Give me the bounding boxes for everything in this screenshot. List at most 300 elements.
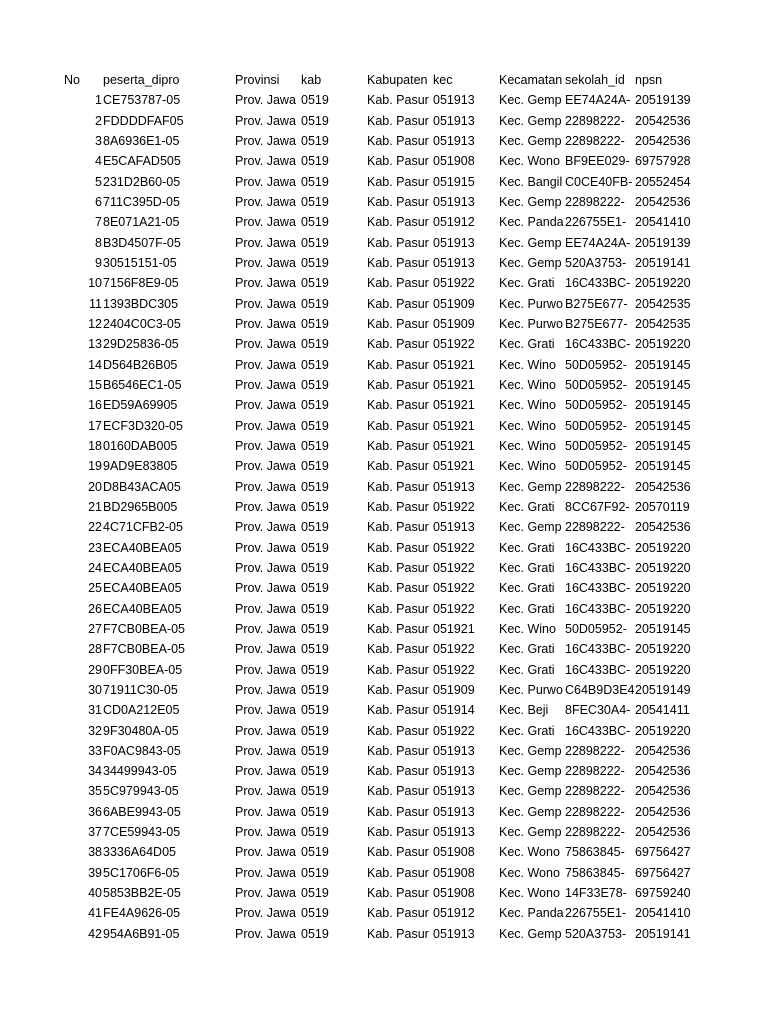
kabupaten-cell: Kab. Pasur bbox=[367, 825, 429, 840]
table-row bbox=[0, 294, 768, 314]
row-no: 9 bbox=[95, 255, 102, 270]
kabupaten-cell: Kab. Pasur bbox=[367, 804, 429, 819]
kabupaten-cell: Kab. Pasur bbox=[367, 764, 429, 779]
provinsi-cell: Prov. Jawa bbox=[235, 316, 296, 331]
kecamatan-cell: Kec. Wino bbox=[499, 459, 556, 474]
npsn-cell: 20541410 bbox=[635, 215, 691, 230]
row-no: 10 bbox=[88, 276, 102, 291]
kabupaten-cell: Kab. Pasur bbox=[367, 499, 429, 514]
kec-cell: 051913 bbox=[433, 804, 475, 819]
row-no: 8 bbox=[95, 235, 102, 250]
kab-cell: 0519 bbox=[301, 804, 329, 819]
sekolah-id-cell: 16C433BC- bbox=[565, 581, 631, 596]
table-row bbox=[0, 212, 768, 232]
table-row bbox=[0, 172, 768, 192]
row-no: 20 bbox=[88, 479, 102, 494]
kecamatan-cell: Kec. Wino bbox=[499, 377, 556, 392]
kec-cell: 051913 bbox=[433, 113, 475, 128]
kec-cell: 051913 bbox=[433, 825, 475, 840]
kab-cell: 0519 bbox=[301, 113, 329, 128]
kec-cell: 051914 bbox=[433, 703, 475, 718]
row-no: 17 bbox=[88, 418, 102, 433]
kabupaten-cell: Kab. Pasur bbox=[367, 540, 429, 555]
peserta-dipro-cell: F0AC9843-05 bbox=[103, 743, 181, 758]
sekolah-id-cell: 8FEC30A4- bbox=[565, 703, 631, 718]
kab-cell: 0519 bbox=[301, 723, 329, 738]
row-no: 39 bbox=[88, 865, 102, 880]
sekolah-id-cell: EE74A24A- bbox=[565, 235, 631, 250]
peserta-dipro-cell: 29D25836-05 bbox=[103, 337, 179, 352]
row-no: 22 bbox=[88, 520, 102, 535]
kab-cell: 0519 bbox=[301, 479, 329, 494]
kec-cell: 051922 bbox=[433, 499, 475, 514]
kabupaten-cell: Kab. Pasur bbox=[367, 357, 429, 372]
kec-cell: 051915 bbox=[433, 174, 475, 189]
table-row bbox=[0, 477, 768, 497]
sekolah-id-cell: 22898222- bbox=[565, 479, 625, 494]
kab-cell: 0519 bbox=[301, 499, 329, 514]
peserta-dipro-cell: B3D4507F-05 bbox=[103, 235, 181, 250]
row-no: 12 bbox=[88, 316, 102, 331]
table-row bbox=[0, 619, 768, 639]
provinsi-cell: Prov. Jawa bbox=[235, 906, 296, 921]
kabupaten-cell: Kab. Pasur bbox=[367, 682, 429, 697]
row-no: 33 bbox=[88, 743, 102, 758]
row-no: 37 bbox=[88, 825, 102, 840]
kecamatan-cell: Kec. Wono bbox=[499, 154, 560, 169]
peserta-dipro-cell: 0160DAB005 bbox=[103, 438, 178, 453]
table-row bbox=[0, 639, 768, 659]
kabupaten-cell: Kab. Pasur bbox=[367, 886, 429, 901]
kec-cell: 051921 bbox=[433, 621, 475, 636]
provinsi-cell: Prov. Jawa bbox=[235, 357, 296, 372]
table-row bbox=[0, 375, 768, 395]
sekolah-id-cell: 22898222- bbox=[565, 825, 625, 840]
npsn-cell: 20519220 bbox=[635, 601, 691, 616]
peserta-dipro-cell: 954A6B91-05 bbox=[103, 926, 180, 941]
npsn-cell: 20541411 bbox=[635, 703, 690, 718]
kec-cell: 051922 bbox=[433, 723, 475, 738]
peserta-dipro-cell: B6546EC1-05 bbox=[103, 377, 182, 392]
provinsi-cell: Prov. Jawa bbox=[235, 154, 296, 169]
provinsi-cell: Prov. Jawa bbox=[235, 743, 296, 758]
kecamatan-cell: Kec. Grati bbox=[499, 540, 555, 555]
kec-cell: 051921 bbox=[433, 377, 475, 392]
data-table bbox=[0, 70, 768, 944]
kec-cell: 051912 bbox=[433, 215, 475, 230]
kab-cell: 0519 bbox=[301, 296, 329, 311]
table-row bbox=[0, 538, 768, 558]
row-no: 38 bbox=[88, 845, 102, 860]
kec-cell: 051913 bbox=[433, 520, 475, 535]
kabupaten-cell: Kab. Pasur bbox=[367, 703, 429, 718]
kecamatan-cell: Kec. Grati bbox=[499, 723, 555, 738]
sekolah-id-cell: 22898222- bbox=[565, 784, 625, 799]
kec-cell: 051908 bbox=[433, 886, 475, 901]
sekolah-id-cell: 16C433BC- bbox=[565, 276, 631, 291]
table-row bbox=[0, 721, 768, 741]
peserta-dipro-cell: 711C395D-05 bbox=[103, 194, 180, 209]
npsn-cell: 20542536 bbox=[635, 113, 691, 128]
kabupaten-cell: Kab. Pasur bbox=[367, 154, 429, 169]
row-no: 21 bbox=[88, 499, 102, 514]
npsn-cell: 69756427 bbox=[635, 865, 691, 880]
kabupaten-cell: Kab. Pasur bbox=[367, 296, 429, 311]
sekolah-id-cell: 75863845- bbox=[565, 865, 625, 880]
kec-cell: 051922 bbox=[433, 560, 475, 575]
kecamatan-cell: Kec. Grati bbox=[499, 601, 555, 616]
kecamatan-cell: Kec. Gemp bbox=[499, 235, 562, 250]
npsn-cell: 20519220 bbox=[635, 642, 691, 657]
provinsi-cell: Prov. Jawa bbox=[235, 113, 296, 128]
kecamatan-cell: Kec. Panda bbox=[499, 215, 564, 230]
kecamatan-cell: Kec. Wino bbox=[499, 438, 556, 453]
npsn-cell: 20519145 bbox=[635, 418, 691, 433]
sekolah-id-cell: 22898222- bbox=[565, 764, 625, 779]
sekolah-id-cell: 22898222- bbox=[565, 743, 625, 758]
row-no: 25 bbox=[88, 581, 102, 596]
kecamatan-cell: Kec. Grati bbox=[499, 662, 555, 677]
kab-cell: 0519 bbox=[301, 235, 329, 250]
provinsi-cell: Prov. Jawa bbox=[235, 438, 296, 453]
provinsi-cell: Prov. Jawa bbox=[235, 337, 296, 352]
peserta-dipro-cell: ECA40BEA05 bbox=[103, 540, 182, 555]
kab-cell: 0519 bbox=[301, 926, 329, 941]
kabupaten-cell: Kab. Pasur bbox=[367, 255, 429, 270]
kab-cell: 0519 bbox=[301, 642, 329, 657]
provinsi-cell: Prov. Jawa bbox=[235, 398, 296, 413]
sekolah-id-cell: 22898222- bbox=[565, 113, 625, 128]
kecamatan-cell: Kec. Gemp bbox=[499, 926, 562, 941]
table-row bbox=[0, 456, 768, 476]
table-row bbox=[0, 131, 768, 151]
sekolah-id-cell: BF9EE029- bbox=[565, 154, 630, 169]
table-row bbox=[0, 599, 768, 619]
row-no: 15 bbox=[88, 377, 102, 392]
row-no: 31 bbox=[88, 703, 102, 718]
provinsi-cell: Prov. Jawa bbox=[235, 845, 296, 860]
kecamatan-cell: Kec. Purwo bbox=[499, 316, 563, 331]
kab-cell: 0519 bbox=[301, 418, 329, 433]
table-row bbox=[0, 700, 768, 720]
npsn-cell: 20542535 bbox=[635, 296, 691, 311]
kabupaten-cell: Kab. Pasur bbox=[367, 743, 429, 758]
row-no: 16 bbox=[88, 398, 102, 413]
kab-cell: 0519 bbox=[301, 133, 329, 148]
table-row bbox=[0, 192, 768, 212]
table-row bbox=[0, 802, 768, 822]
provinsi-cell: Prov. Jawa bbox=[235, 601, 296, 616]
kecamatan-cell: Kec. Wono bbox=[499, 865, 560, 880]
provinsi-cell: Prov. Jawa bbox=[235, 133, 296, 148]
kab-cell: 0519 bbox=[301, 601, 329, 616]
kab-cell: 0519 bbox=[301, 845, 329, 860]
peserta-dipro-cell: 5C1706F6-05 bbox=[103, 865, 180, 880]
peserta-dipro-cell: 0FF30BEA-05 bbox=[103, 662, 183, 677]
row-no: 36 bbox=[88, 804, 102, 819]
row-no: 11 bbox=[89, 296, 102, 311]
peserta-dipro-cell: D564B26B05 bbox=[103, 357, 178, 372]
provinsi-cell: Prov. Jawa bbox=[235, 235, 296, 250]
kec-cell: 051922 bbox=[433, 581, 475, 596]
header-peserta: peserta_dipro bbox=[103, 73, 180, 87]
peserta-dipro-cell: 5853BB2E-05 bbox=[103, 886, 181, 901]
kecamatan-cell: Kec. Gemp bbox=[499, 479, 562, 494]
kab-cell: 0519 bbox=[301, 377, 329, 392]
sekolah-id-cell: 520A3753- bbox=[565, 255, 627, 270]
kab-cell: 0519 bbox=[301, 154, 329, 169]
table-row bbox=[0, 314, 768, 334]
provinsi-cell: Prov. Jawa bbox=[235, 804, 296, 819]
row-no: 5 bbox=[95, 174, 102, 189]
peserta-dipro-cell: 9AD9E83805 bbox=[103, 459, 178, 474]
table-row bbox=[0, 253, 768, 273]
sekolah-id-cell: 8CC67F92- bbox=[565, 499, 630, 514]
peserta-dipro-cell: 1393BDC305 bbox=[103, 296, 179, 311]
sekolah-id-cell: 50D05952- bbox=[565, 459, 627, 474]
kab-cell: 0519 bbox=[301, 215, 329, 230]
kab-cell: 0519 bbox=[301, 194, 329, 209]
table-row bbox=[0, 436, 768, 456]
table-row bbox=[0, 741, 768, 761]
kabupaten-cell: Kab. Pasur bbox=[367, 174, 429, 189]
peserta-dipro-cell: ECF3D320-05 bbox=[103, 418, 183, 433]
npsn-cell: 69757928 bbox=[635, 154, 691, 169]
table-row bbox=[0, 395, 768, 415]
header-kecamatan: Kecamatan bbox=[499, 73, 563, 87]
npsn-cell: 20519141 bbox=[635, 926, 691, 941]
kec-cell: 051913 bbox=[433, 194, 475, 209]
kecamatan-cell: Kec. Gemp bbox=[499, 93, 562, 108]
provinsi-cell: Prov. Jawa bbox=[235, 276, 296, 291]
sekolah-id-cell: 16C433BC- bbox=[565, 540, 631, 555]
peserta-dipro-cell: 3336A64D05 bbox=[103, 845, 176, 860]
provinsi-cell: Prov. Jawa bbox=[235, 825, 296, 840]
kec-cell: 051922 bbox=[433, 276, 475, 291]
row-no: 13 bbox=[88, 337, 102, 352]
kabupaten-cell: Kab. Pasur bbox=[367, 865, 429, 880]
kabupaten-cell: Kab. Pasur bbox=[367, 479, 429, 494]
npsn-cell: 20519145 bbox=[635, 377, 691, 392]
kab-cell: 0519 bbox=[301, 337, 329, 352]
kab-cell: 0519 bbox=[301, 520, 329, 535]
kec-cell: 051922 bbox=[433, 662, 475, 677]
kabupaten-cell: Kab. Pasur bbox=[367, 133, 429, 148]
kabupaten-cell: Kab. Pasur bbox=[367, 906, 429, 921]
kec-cell: 051909 bbox=[433, 682, 475, 697]
kecamatan-cell: Kec. Wino bbox=[499, 398, 556, 413]
row-no: 2 bbox=[95, 113, 102, 128]
table-row bbox=[0, 781, 768, 801]
table-row bbox=[0, 822, 768, 842]
row-no: 7 bbox=[95, 215, 102, 230]
row-no: 19 bbox=[88, 459, 102, 474]
sekolah-id-cell: 14F33E78- bbox=[565, 886, 627, 901]
provinsi-cell: Prov. Jawa bbox=[235, 459, 296, 474]
kec-cell: 051913 bbox=[433, 784, 475, 799]
kab-cell: 0519 bbox=[301, 906, 329, 921]
npsn-cell: 20542536 bbox=[635, 194, 691, 209]
kecamatan-cell: Kec. Panda bbox=[499, 906, 564, 921]
table-row bbox=[0, 578, 768, 598]
sekolah-id-cell: 50D05952- bbox=[565, 438, 627, 453]
kabupaten-cell: Kab. Pasur bbox=[367, 418, 429, 433]
kec-cell: 051913 bbox=[433, 255, 475, 270]
kec-cell: 051922 bbox=[433, 337, 475, 352]
kec-cell: 051921 bbox=[433, 459, 475, 474]
kabupaten-cell: Kab. Pasur bbox=[367, 438, 429, 453]
sekolah-id-cell: 75863845- bbox=[565, 845, 625, 860]
header-kab: kab bbox=[301, 73, 322, 87]
kab-cell: 0519 bbox=[301, 459, 329, 474]
npsn-cell: 20519220 bbox=[635, 540, 691, 555]
kab-cell: 0519 bbox=[301, 581, 329, 596]
kec-cell: 051921 bbox=[433, 357, 475, 372]
peserta-dipro-cell: 5C979943-05 bbox=[103, 784, 179, 799]
sekolah-id-cell: B275E677- bbox=[565, 316, 628, 331]
peserta-dipro-cell: BD2965B005 bbox=[103, 499, 178, 514]
table-row bbox=[0, 761, 768, 781]
kecamatan-cell: Kec. Wono bbox=[499, 845, 560, 860]
kab-cell: 0519 bbox=[301, 621, 329, 636]
table-row bbox=[0, 497, 768, 517]
provinsi-cell: Prov. Jawa bbox=[235, 621, 296, 636]
kecamatan-cell: Kec. Wino bbox=[499, 357, 556, 372]
row-no: 6 bbox=[95, 194, 102, 209]
peserta-dipro-cell: F7CB0BEA-05 bbox=[103, 621, 185, 636]
peserta-dipro-cell: FE4A9626-05 bbox=[103, 906, 181, 921]
sekolah-id-cell: 16C433BC- bbox=[565, 723, 631, 738]
row-no: 40 bbox=[88, 886, 102, 901]
kecamatan-cell: Kec. Beji bbox=[499, 703, 549, 718]
npsn-cell: 20519141 bbox=[635, 255, 691, 270]
kabupaten-cell: Kab. Pasur bbox=[367, 459, 429, 474]
kabupaten-cell: Kab. Pasur bbox=[367, 235, 429, 250]
sekolah-id-cell: 50D05952- bbox=[565, 377, 627, 392]
npsn-cell: 20519145 bbox=[635, 357, 691, 372]
peserta-dipro-cell: 8A6936E1-05 bbox=[103, 133, 180, 148]
provinsi-cell: Prov. Jawa bbox=[235, 194, 296, 209]
kec-cell: 051912 bbox=[433, 906, 475, 921]
kec-cell: 051908 bbox=[433, 865, 475, 880]
kecamatan-cell: Kec. Gemp bbox=[499, 113, 562, 128]
kab-cell: 0519 bbox=[301, 703, 329, 718]
kecamatan-cell: Kec. Wino bbox=[499, 418, 556, 433]
table-row bbox=[0, 863, 768, 883]
sekolah-id-cell: 520A3753- bbox=[565, 926, 627, 941]
peserta-dipro-cell: D8B43ACA05 bbox=[103, 479, 181, 494]
table-row bbox=[0, 273, 768, 293]
kab-cell: 0519 bbox=[301, 865, 329, 880]
npsn-cell: 20519149 bbox=[635, 682, 691, 697]
row-no: 42 bbox=[88, 926, 102, 941]
table-row bbox=[0, 233, 768, 253]
kecamatan-cell: Kec. Grati bbox=[499, 560, 555, 575]
kec-cell: 051913 bbox=[433, 764, 475, 779]
sekolah-id-cell: 16C433BC- bbox=[565, 337, 631, 352]
kabupaten-cell: Kab. Pasur bbox=[367, 276, 429, 291]
kabupaten-cell: Kab. Pasur bbox=[367, 93, 429, 108]
table-row bbox=[0, 883, 768, 903]
sekolah-id-cell: 50D05952- bbox=[565, 621, 627, 636]
header-npsn: npsn bbox=[635, 73, 663, 87]
kabupaten-cell: Kab. Pasur bbox=[367, 377, 429, 392]
npsn-cell: 20519220 bbox=[635, 581, 691, 596]
kab-cell: 0519 bbox=[301, 93, 329, 108]
header-sekolah-id: sekolah_id bbox=[565, 73, 625, 87]
provinsi-cell: Prov. Jawa bbox=[235, 581, 296, 596]
sekolah-id-cell: B275E677- bbox=[565, 296, 628, 311]
kab-cell: 0519 bbox=[301, 682, 329, 697]
kecamatan-cell: Kec. Wino bbox=[499, 621, 556, 636]
npsn-cell: 20542536 bbox=[635, 133, 691, 148]
provinsi-cell: Prov. Jawa bbox=[235, 93, 296, 108]
table-row bbox=[0, 151, 768, 171]
sekolah-id-cell: 226755E1- bbox=[565, 906, 627, 921]
table-row bbox=[0, 680, 768, 700]
row-no: 3 bbox=[95, 133, 102, 148]
row-no: 34 bbox=[88, 764, 102, 779]
provinsi-cell: Prov. Jawa bbox=[235, 764, 296, 779]
kecamatan-cell: Kec. Gemp bbox=[499, 194, 562, 209]
kec-cell: 051908 bbox=[433, 845, 475, 860]
kab-cell: 0519 bbox=[301, 743, 329, 758]
sekolah-id-cell: C64B9D3E4 bbox=[565, 682, 635, 697]
npsn-cell: 20519220 bbox=[635, 276, 691, 291]
row-no: 41 bbox=[88, 906, 102, 921]
provinsi-cell: Prov. Jawa bbox=[235, 296, 296, 311]
npsn-cell: 20519145 bbox=[635, 621, 691, 636]
header-kabupaten: Kabupaten bbox=[367, 73, 428, 87]
kabupaten-cell: Kab. Pasur bbox=[367, 723, 429, 738]
kec-cell: 051922 bbox=[433, 540, 475, 555]
npsn-cell: 20542536 bbox=[635, 804, 691, 819]
row-no: 24 bbox=[88, 560, 102, 575]
row-no: 26 bbox=[88, 601, 102, 616]
row-no: 32 bbox=[88, 723, 102, 738]
row-no: 30 bbox=[88, 682, 102, 697]
kec-cell: 051913 bbox=[433, 926, 475, 941]
kecamatan-cell: Kec. Bangil bbox=[499, 174, 563, 189]
header-provinsi: Provinsi bbox=[235, 73, 280, 87]
sekolah-id-cell: 50D05952- bbox=[565, 398, 627, 413]
kab-cell: 0519 bbox=[301, 764, 329, 779]
npsn-cell: 20542536 bbox=[635, 825, 691, 840]
provinsi-cell: Prov. Jawa bbox=[235, 723, 296, 738]
kab-cell: 0519 bbox=[301, 316, 329, 331]
row-no: 35 bbox=[88, 784, 102, 799]
npsn-cell: 20519220 bbox=[635, 337, 691, 352]
npsn-cell: 20541410 bbox=[635, 906, 691, 921]
kec-cell: 051921 bbox=[433, 438, 475, 453]
table-row bbox=[0, 558, 768, 578]
provinsi-cell: Prov. Jawa bbox=[235, 540, 296, 555]
npsn-cell: 20519145 bbox=[635, 398, 691, 413]
peserta-dipro-cell: 9F30480A-05 bbox=[103, 723, 179, 738]
kecamatan-cell: Kec. Grati bbox=[499, 581, 555, 596]
peserta-dipro-cell: F7CB0BEA-05 bbox=[103, 642, 185, 657]
kecamatan-cell: Kec. Grati bbox=[499, 337, 555, 352]
provinsi-cell: Prov. Jawa bbox=[235, 479, 296, 494]
kab-cell: 0519 bbox=[301, 174, 329, 189]
peserta-dipro-cell: FDDDDFAF05 bbox=[103, 113, 184, 128]
kec-cell: 051913 bbox=[433, 133, 475, 148]
kec-cell: 051922 bbox=[433, 642, 475, 657]
row-no: 1 bbox=[95, 93, 102, 108]
kabupaten-cell: Kab. Pasur bbox=[367, 113, 429, 128]
npsn-cell: 20542536 bbox=[635, 520, 691, 535]
kecamatan-cell: Kec. Gemp bbox=[499, 804, 562, 819]
